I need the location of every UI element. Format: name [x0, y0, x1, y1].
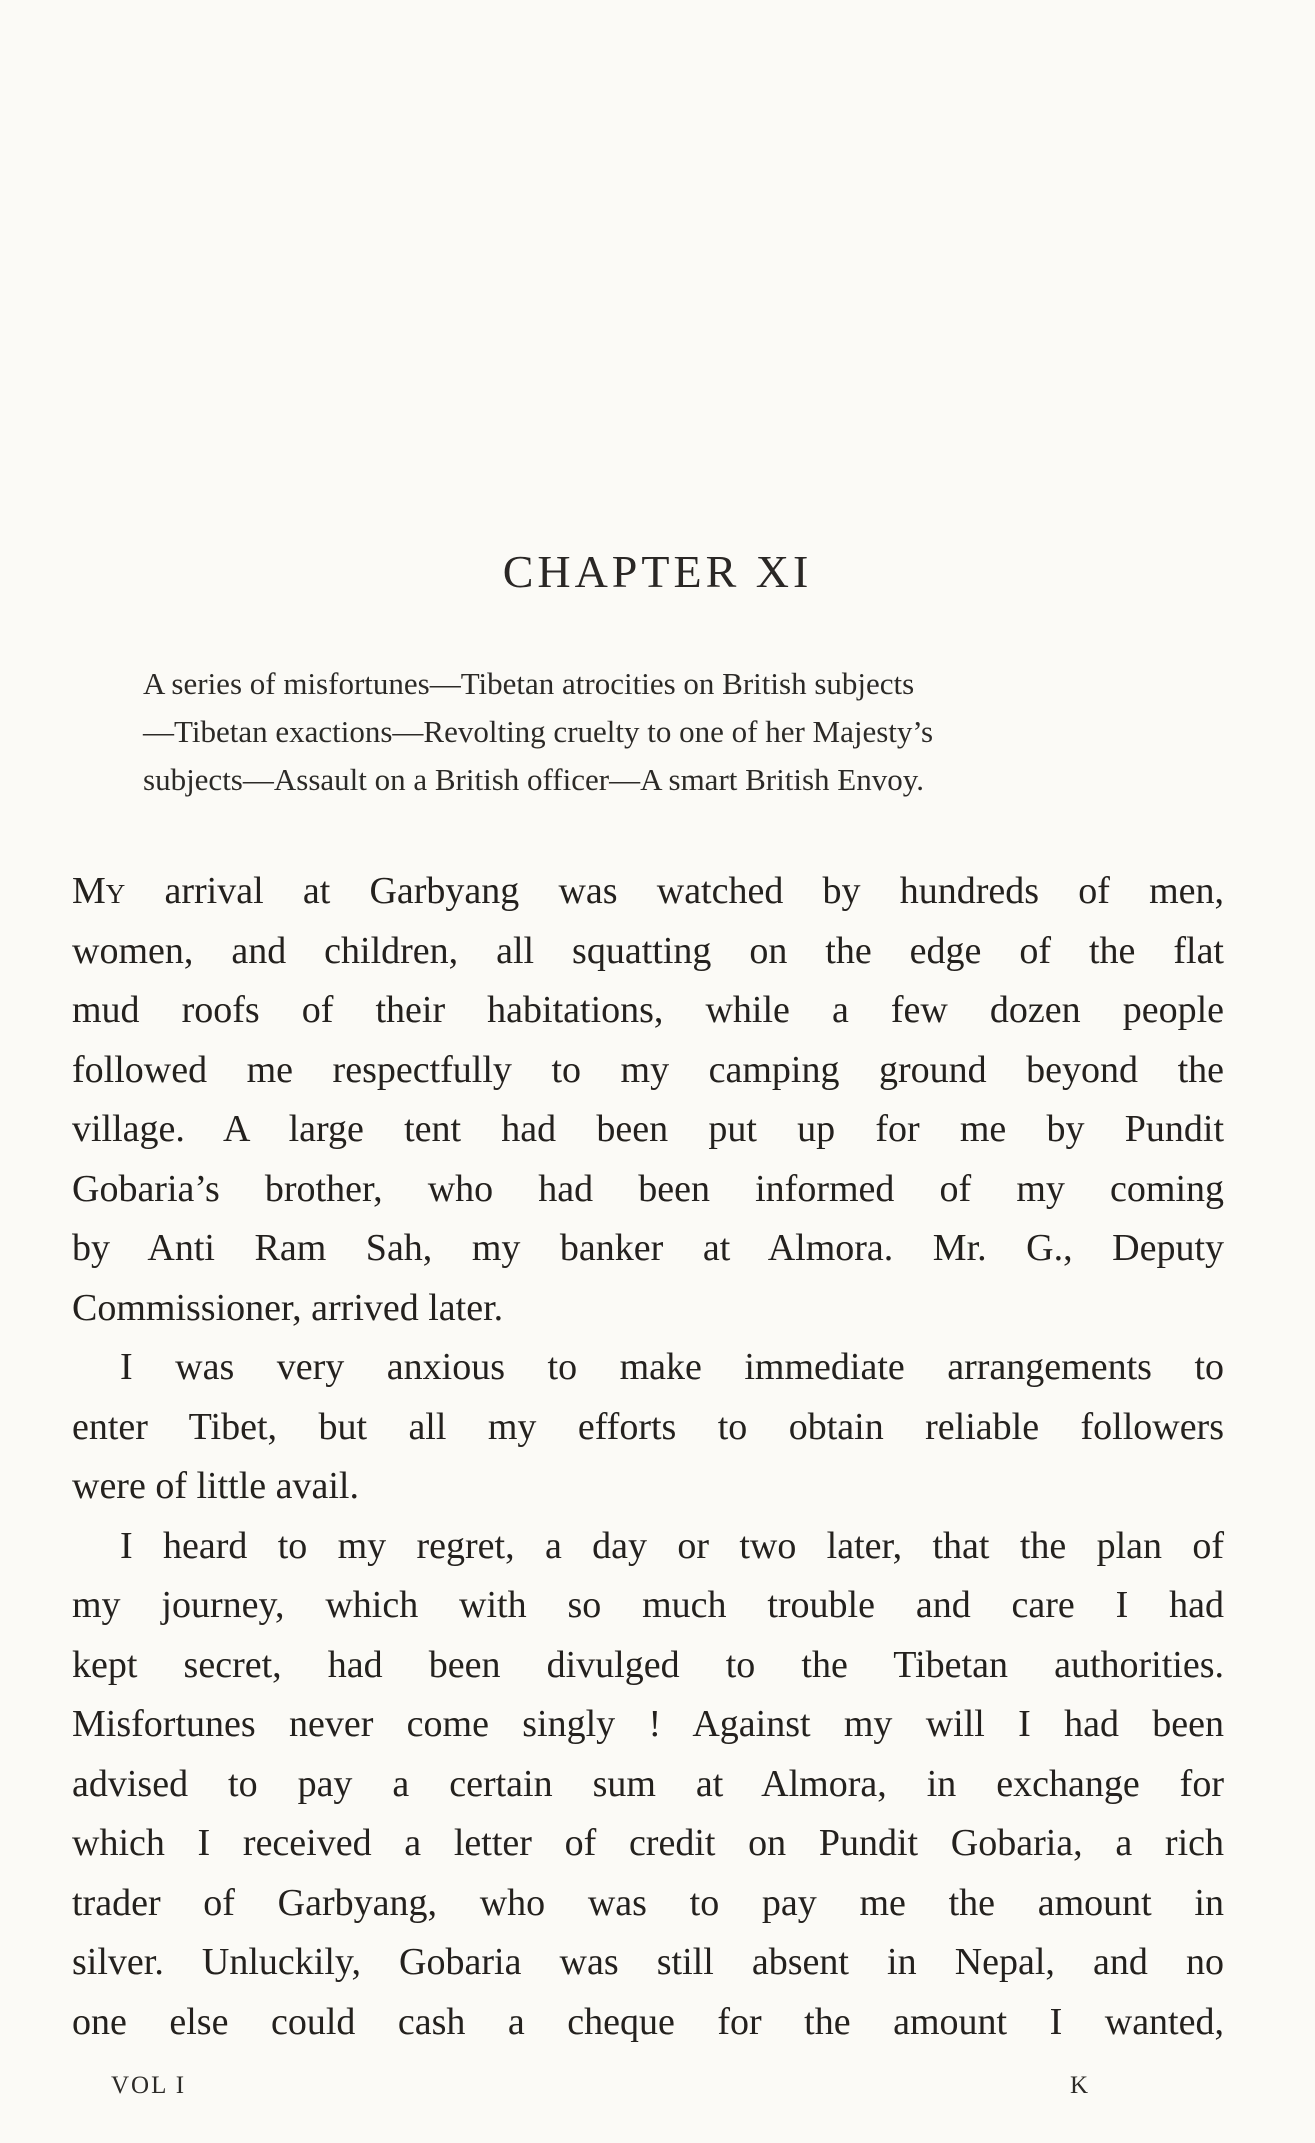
body-line-text: arrival at Garbyang was watched by hundreds of men,: [125, 870, 1224, 912]
body-line: silver. Unluckily, Gobaria was still absent in Nepal, and no: [72, 1941, 1224, 1983]
body-line: trader of Garbyang, who was to pay me the amount in: [72, 1881, 1224, 1924]
body-line: my journey, which with so much trouble and care I had: [72, 1584, 1224, 1626]
body-line: Commissioner, arrived later.: [72, 1286, 504, 1329]
body-line: by Anti Ram Sah, my banker at Almora. Mr. G., Deputy: [72, 1227, 1224, 1269]
body-line: followed me respectfully to my camping ground beyond the: [72, 1048, 1224, 1091]
volume-signature: VOL I: [111, 2072, 187, 2099]
synopsis-line: subjects—Assault on a British officer—A smart British Envoy.: [143, 762, 924, 797]
body-line: mud roofs of their habitations, while a few dozen people: [72, 989, 1224, 1031]
body-line: I was very anxious to make immediate arrangements to: [120, 1346, 1224, 1388]
gathering-signature: K: [1070, 2072, 1091, 2099]
body-line: Misfortunes never come singly ! Against my will I had been: [72, 1703, 1224, 1745]
body-line: I heard to my regret, a day or two later, that the plan of: [120, 1524, 1224, 1567]
body-line: enter Tibet, but all my efforts to obtain reliable followers: [72, 1405, 1224, 1448]
body-line: advised to pay a certain sum at Almora, in exchange for: [72, 1762, 1224, 1805]
dropcap-word: My: [72, 870, 126, 912]
chapter-title: CHAPTER XI: [502, 546, 813, 597]
body-line: were of little avail.: [72, 1465, 359, 1507]
chapter-synopsis: [143, 660, 1163, 804]
body-line: [72, 862, 1224, 922]
synopsis-line: —Tibetan exactions—Revolting cruelty to one of her Majesty’s: [143, 714, 934, 749]
body-line: village. A large tent had been put up for me by Pundit: [72, 1108, 1224, 1150]
body-line: Gobaria’s brother, who had been informed of my coming: [72, 1167, 1224, 1210]
body-line: which I received a letter of credit on Pundit Gobaria, a rich: [72, 1822, 1224, 1864]
synopsis-line: A series of misfortunes—Tibetan atrocities on British subjects: [143, 666, 915, 701]
body-line: women, and children, all squatting on the edge of the flat: [72, 929, 1224, 972]
body-text: [72, 862, 1224, 2052]
body-line: kept secret, had been divulged to the Tibetan authorities.: [72, 1643, 1224, 1686]
body-line: one else could cash a cheque for the amount I wanted,: [72, 2000, 1224, 2043]
